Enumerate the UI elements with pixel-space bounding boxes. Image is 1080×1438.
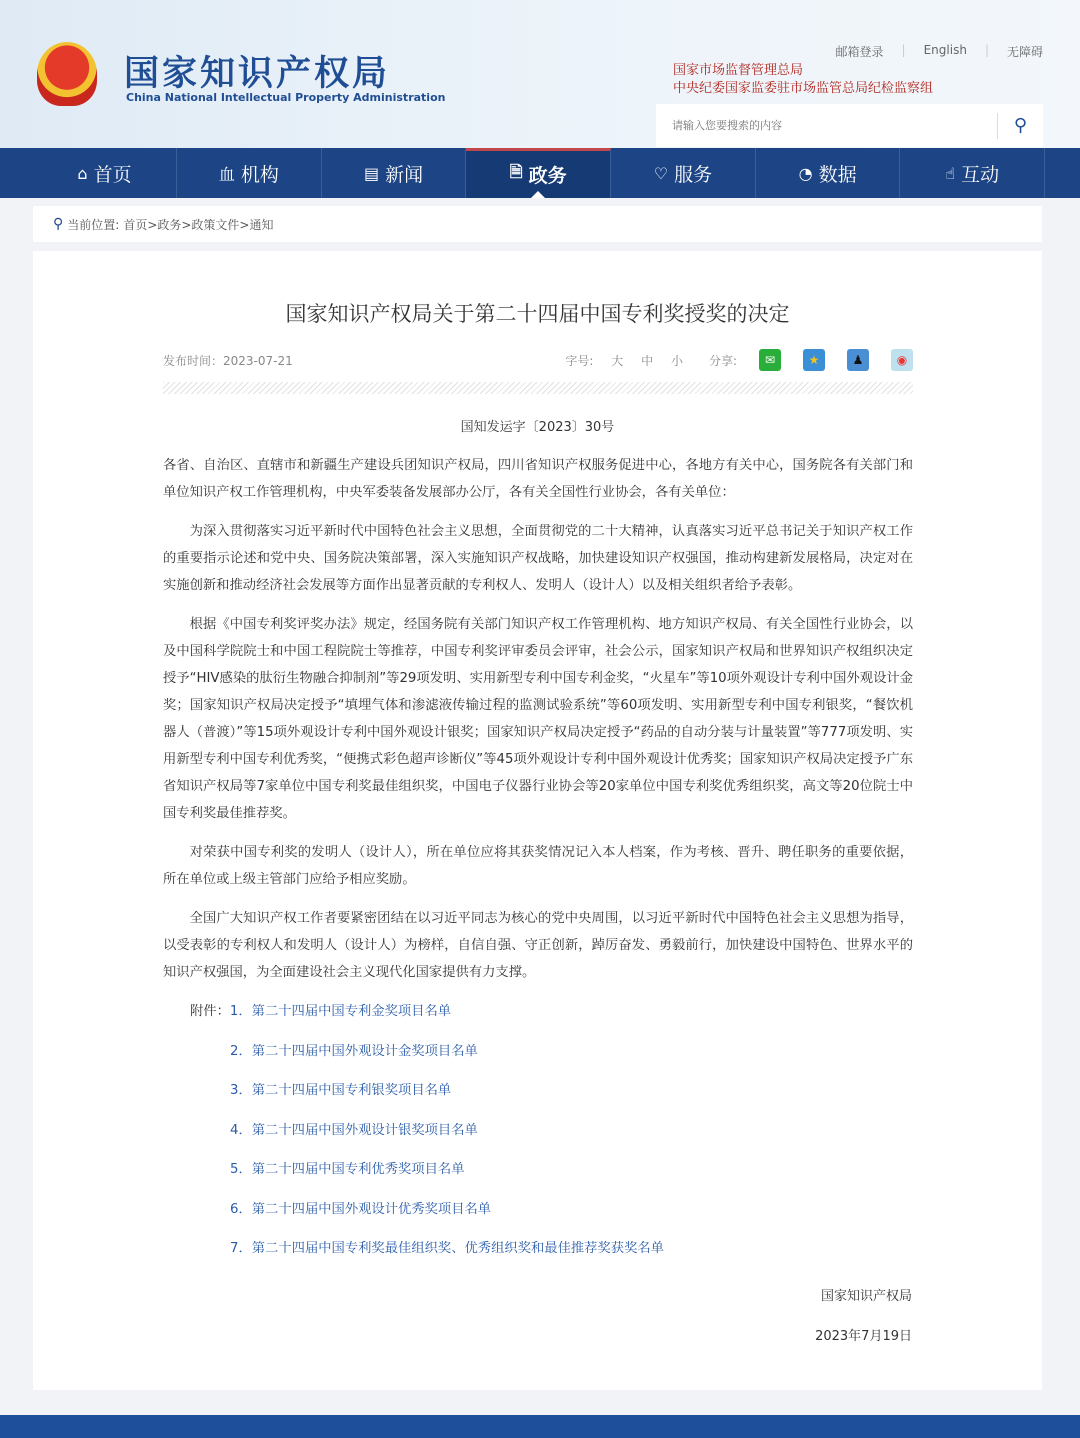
location-pin-icon: ⚲ bbox=[53, 216, 64, 232]
attachment-label: 附件： bbox=[190, 1004, 230, 1019]
breadcrumb bbox=[33, 206, 1042, 242]
nav-tab-4[interactable] bbox=[611, 148, 756, 198]
attachment-link[interactable]: 3．第二十四届中国专利银奖项目名单 bbox=[230, 1083, 452, 1098]
data-icon: ◔ bbox=[798, 163, 813, 183]
nav-tab-6[interactable] bbox=[900, 148, 1045, 198]
divider-hatch bbox=[163, 382, 913, 394]
paragraph: 为深入贯彻落实习近平新时代中国特色社会主义思想，全面贯彻党的二十大精神，认真落实习近平总书记关于知识产权工作的重要指示论述和党中央、国务院决策部署，深入实施知识产权战略，加快建设知识产权强国，推动构建新发展格局，决定对在实施创新和推动经济社会发展等方面作出显著贡献的专利权人、发明人（设计人）以及相关组织者给予表彰。 bbox=[163, 524, 913, 593]
font-size-label: 字号: bbox=[565, 353, 594, 368]
publish-date: 发布时间：2023-07-21 bbox=[163, 353, 293, 368]
mail-login-link[interactable]: 邮箱登录 bbox=[835, 45, 884, 59]
institution-icon: ⾎ bbox=[218, 164, 235, 184]
nav-tab-3[interactable] bbox=[466, 148, 611, 198]
search-input[interactable] bbox=[656, 119, 997, 132]
breadcrumb-path[interactable]: 首页>政务>政策文件>通知 bbox=[123, 217, 274, 232]
share-bar bbox=[709, 349, 913, 371]
news-icon: ▤ bbox=[363, 163, 380, 183]
addressees: 各省、自治区、直辖市和新疆生产建设兵团知识产权局，四川省知识产权服务促进中心，各地方有关中心，国务院各有关部门和单位知识产权工作管理机构，中央军委装备发展部办公厅，各有关全国性行业协会，各有关单位： bbox=[163, 458, 913, 500]
font-small-button[interactable]: 小 bbox=[670, 353, 683, 368]
nav-tab-0[interactable] bbox=[33, 148, 177, 198]
article-title: 国家知识产权局关于第二十四届中国专利奖授奖的决定 bbox=[285, 302, 790, 326]
attachment-link[interactable]: 2．第二十四届中国外观设计金奖项目名单 bbox=[230, 1043, 478, 1059]
service-icon: ♡ bbox=[653, 163, 669, 183]
nav-tab-label: 服务 bbox=[674, 163, 713, 186]
search-icon: ⚲ bbox=[1013, 115, 1028, 136]
breadcrumb-label: 当前位置: bbox=[67, 217, 120, 232]
national-emblem-logo bbox=[37, 42, 97, 106]
font-medium-button[interactable]: 中 bbox=[641, 353, 654, 368]
org-link-samr[interactable]: 国家市场监督管理总局 bbox=[673, 63, 804, 78]
home-icon: ⌂ bbox=[77, 163, 88, 183]
divider: | bbox=[901, 43, 906, 57]
attachments bbox=[163, 992, 913, 1269]
interaction-icon: ☝ bbox=[945, 163, 956, 183]
wechat-icon[interactable]: ✉ bbox=[759, 349, 781, 371]
attachment-link[interactable]: 4．第二十四届中国外观设计银奖项目名单 bbox=[230, 1122, 478, 1138]
weibo-icon[interactable]: ◉ bbox=[891, 349, 913, 371]
search-button[interactable] bbox=[997, 113, 1043, 139]
divider: | bbox=[984, 43, 989, 57]
document-number: 国知发运字〔2023〕30号 bbox=[460, 420, 615, 435]
attachment-link[interactable]: 6．第二十四届中国外观设计优秀奖项目名单 bbox=[230, 1201, 492, 1217]
search-box bbox=[656, 104, 1043, 147]
top-links bbox=[836, 43, 1043, 60]
article-card bbox=[33, 251, 1042, 1390]
signer: 国家知识产权局 bbox=[820, 1289, 912, 1304]
footer-bar bbox=[0, 1415, 1080, 1438]
nav-tab-label: 机构 bbox=[240, 163, 279, 186]
qq-icon[interactable]: ♟ bbox=[847, 349, 869, 371]
site-logo-subtitle: China National Intellectual Property Administration bbox=[126, 91, 446, 104]
nav-tab-5[interactable] bbox=[756, 148, 901, 198]
signature bbox=[815, 1277, 912, 1357]
attachment-link[interactable]: 1．第二十四届中国专利金奖项目名单 bbox=[229, 1004, 452, 1019]
nav-tab-1[interactable] bbox=[177, 148, 322, 198]
paragraph: 根据《中国专利奖评奖办法》规定，经国务院有关部门知识产权工作管理机构、地方知识产权局、有关全国性行业协会，以及中国科学院院士和中国工程院院士等推荐，中国专利奖评审委员会评审，社会公示，国家知识产权局和世界知识产权组织决定授予“HIV感染的肽衍生物融合抑制剂”等29项发明、实用新型专利中国专利金奖，“火星车”等10项外观设计专利中国外观设计金奖；国家知识产权局决定授予“填埋气体和渗滤液传输过程的监测试验系统”等60项发明、实用新型专利中国专利银奖，“餐饮机器人（普渡）”等15项外观设计专利中国外观设计银奖；国家知识产权局决定授予“药品的自动分装与计量装置”等777项发明、实用新型专利中国专利优秀奖，“便携式彩色超声诊断仪”等45项外观设计专利中国外观设计优秀奖；国家知识产权局决定授予广东省知识产权局等7家单位中国专利奖最佳组织奖，中国电子仪器行业协会等20家单位中国专利奖优秀组织奖，高文等20位院士中国专利奖最佳推荐奖。 bbox=[163, 617, 913, 821]
sign-date: 2023年7月19日 bbox=[815, 1329, 912, 1344]
article-meta bbox=[163, 349, 913, 371]
font-size-controls bbox=[565, 352, 683, 369]
font-large-button[interactable]: 大 bbox=[611, 353, 624, 368]
attachment-link[interactable]: 7．第二十四届中国专利奖最佳组织奖、优秀组织奖和最佳推荐奖获奖名单 bbox=[230, 1241, 664, 1256]
nav-tab-label: 数据 bbox=[818, 163, 857, 186]
nav-tab-2[interactable] bbox=[322, 148, 467, 198]
site-header bbox=[0, 0, 1080, 148]
paragraph: 全国广大知识产权工作者要紧密团结在以习近平同志为核心的党中央周围，以习近平新时代中国特色社会主义思想为指导，以受表彰的专利权人和发明人（设计人）为榜样，自信自强、守正创新，踔厉奋发、勇毅前行，加快建设中国特色、世界水平的知识产权强国，为全面建设社会主义现代化国家提供有力支撑。 bbox=[163, 911, 913, 980]
nav-tab-label: 互动 bbox=[961, 163, 1000, 186]
nav-tab-label: 政务 bbox=[528, 165, 567, 187]
paragraph: 对荣获中国专利奖的发明人（设计人），所在单位应将其获奖情况记入本人档案，作为考核、晋升、聘任职务的重要依据，所在单位或上级主管部门应给予相应奖励。 bbox=[163, 845, 913, 887]
attachment-link[interactable]: 5．第二十四届中国专利优秀奖项目名单 bbox=[230, 1162, 465, 1177]
accessibility-link[interactable]: 无障碍 bbox=[1006, 45, 1043, 59]
nav-tab-label: 新闻 bbox=[385, 163, 424, 186]
parent-orgs bbox=[673, 62, 933, 98]
site-logo-title[interactable]: 国家知识产权局 bbox=[124, 54, 391, 94]
english-link[interactable]: English bbox=[923, 43, 967, 57]
nav-tab-label: 首页 bbox=[93, 163, 132, 186]
share-label: 分享: bbox=[708, 353, 737, 368]
main-nav bbox=[0, 148, 1080, 198]
qzone-icon[interactable]: ★ bbox=[803, 349, 825, 371]
org-link-discipline[interactable]: 中央纪委国家监委驻市场监管总局纪检监察组 bbox=[673, 81, 934, 96]
document-icon: 🗎 bbox=[509, 162, 523, 181]
article-body bbox=[163, 452, 913, 1269]
